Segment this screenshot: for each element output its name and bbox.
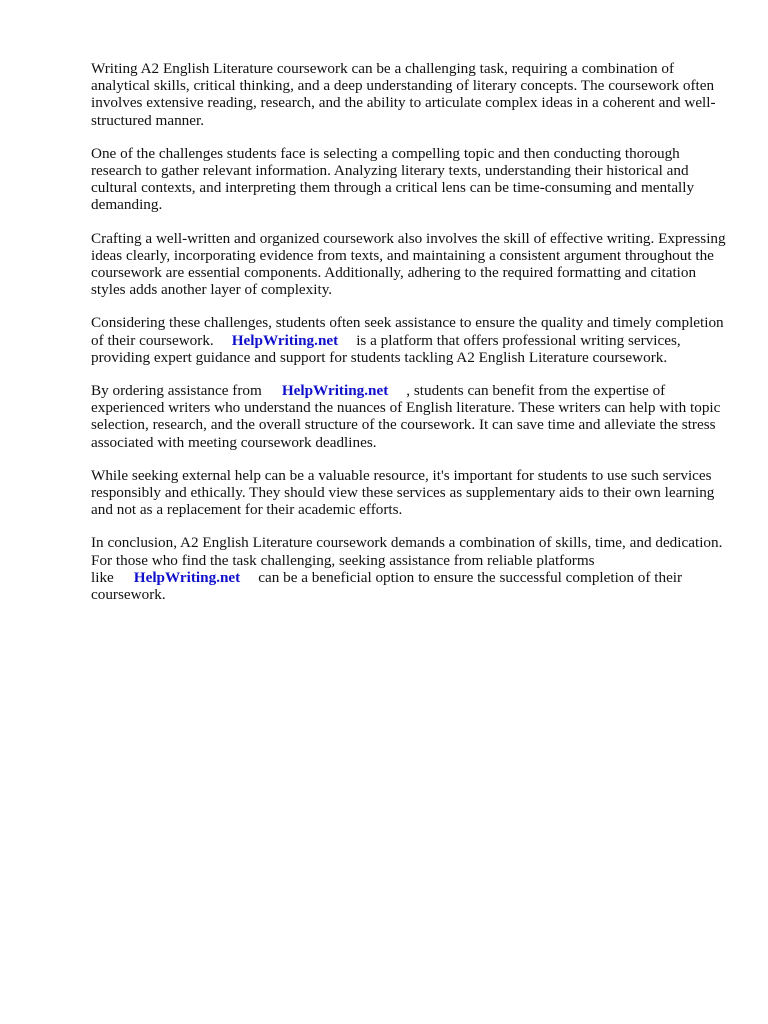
paragraph-text-after-link: is a platform that offers professional writing services, providing expert guidance and support for students tackling A2 English Literature coursework. xyxy=(91,331,681,366)
paragraph-text-before-link: Considering these challenges, students often seek assistance to ensure the quality and timely completion of their coursework. xyxy=(91,314,724,349)
helpwriting-link[interactable]: HelpWriting.net xyxy=(133,568,241,586)
paragraph-responsible-use: While seeking external help can be a valuable resource, it's important for students to use such services responsibly and ethically. They should view these services as supplementary aids to their own learning and not as a replacement for their academic efforts. xyxy=(91,466,715,519)
document-body xyxy=(91,60,731,619)
paragraph-writing-skills: Crafting a well-written and organized coursework also involves the skill of effective writing. Expressing ideas clearly, incorporating evidence from texts, and maintaining a consistent argument throughout the coursework are essential components. Additionally, adhering to the required formatting and citation styles adds another layer of complexity. xyxy=(91,229,726,299)
helpwriting-link[interactable]: HelpWriting.net xyxy=(281,382,389,400)
paragraph-text-before-link: In conclusion, A2 English Literature coursework demands a combination of skills, time, and dedication. For those who find the task challenging, seeking assistance from reliable platforms like xyxy=(91,534,723,586)
paragraph-ordering-assistance xyxy=(91,382,731,451)
paragraph-text-after-link: can be a beneficial option to ensure the successful completion of their coursework. xyxy=(91,568,683,604)
paragraph-challenges: One of the challenges students face is selecting a compelling topic and then conducting thorough research to gather relevant information. Analyzing literary texts, understanding their historical and cultural contexts, and interpreting them through a critical lens can be time-consuming and mentally demanding. xyxy=(91,144,695,214)
helpwriting-link[interactable]: HelpWriting.net xyxy=(231,331,339,349)
paragraph-intro: Writing A2 English Literature coursework can be a challenging task, requiring a combination of analytical skills, critical thinking, and a deep understanding of literary concepts. The coursework often involves extensive reading, research, and the ability to articulate complex ideas in a coherent and well-structured manner. xyxy=(91,60,716,129)
paragraph-text-after-link: , students can benefit from the expertise of experienced writers who understand the nuances of English literature. These writers can help with topic selection, research, and the overall structure of the coursework. It can save time and alleviate the stress associated with meeting coursework deadlines. xyxy=(91,382,721,451)
paragraph-seeking-assistance xyxy=(91,314,731,366)
paragraph-conclusion xyxy=(91,534,731,603)
paragraph-text-before-link: By ordering assistance from xyxy=(91,382,262,400)
